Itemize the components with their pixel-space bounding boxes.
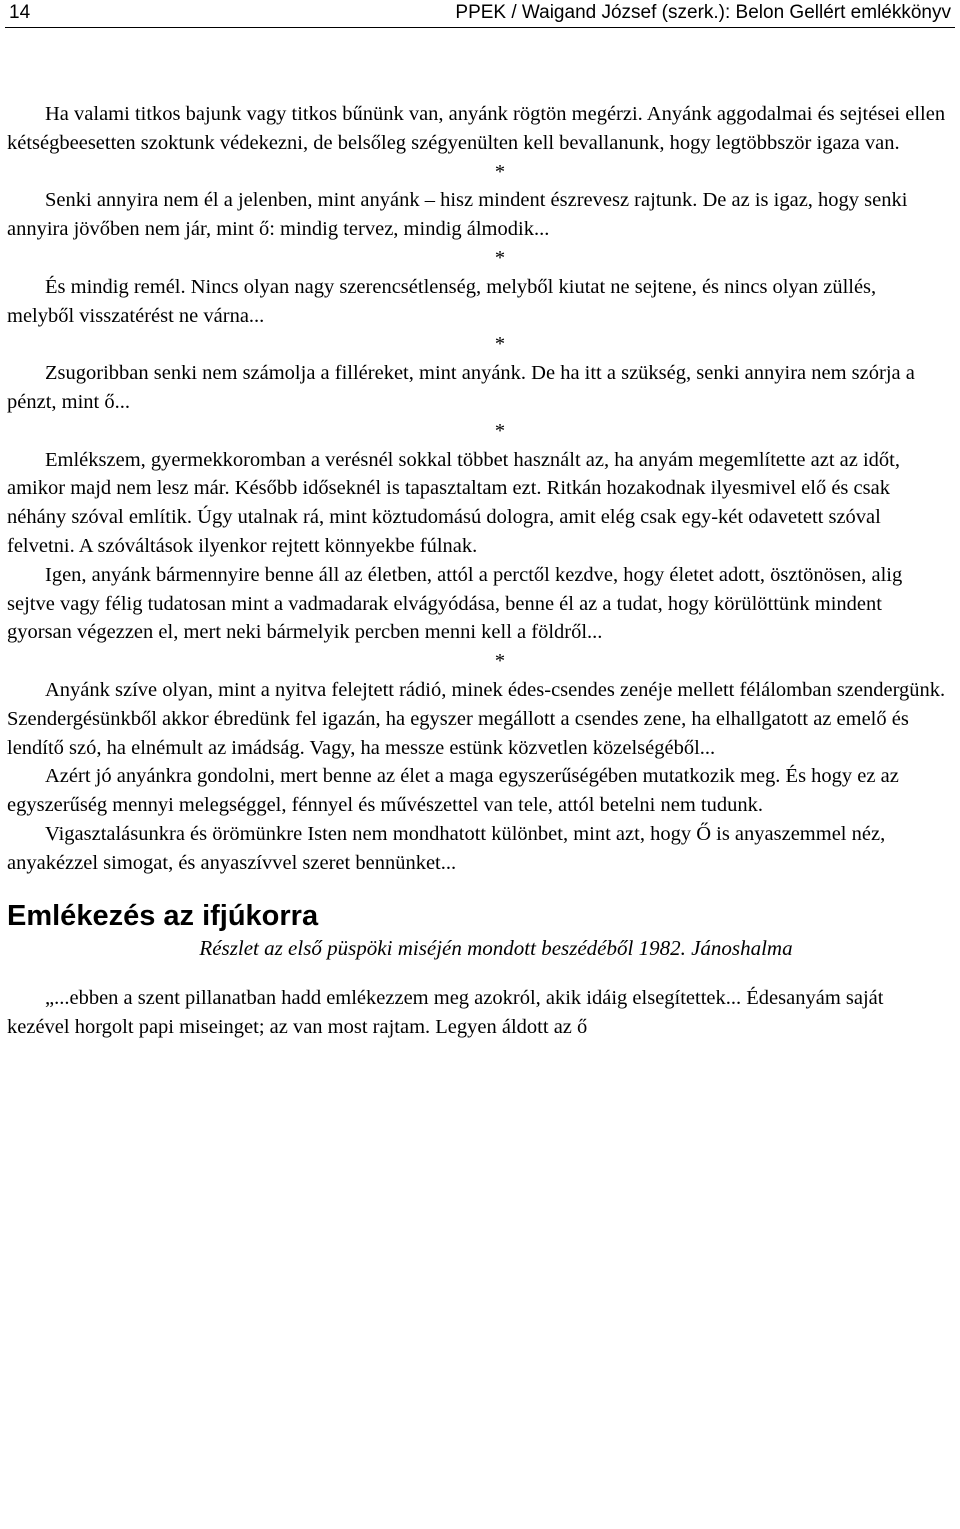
paragraph: Vigasztalásunkra és örömünkre Isten nem mondhatott különbet, mint azt, hogy Ő is anyaszemmel néz, anyakézzel simogat, és anyaszívvel szeret bennünket... xyxy=(7,822,886,874)
page-body xyxy=(7,100,947,1042)
section-separator: * xyxy=(494,246,506,269)
section-separator: * xyxy=(494,160,506,183)
page-number: 14 xyxy=(9,2,31,23)
section-heading: Emlékezés az ifjúkorra xyxy=(7,899,319,932)
paragraph: Igen, anyánk bármennyire benne áll az életben, attól a perctől kezdve, hogy életet adott, ösztönösen, alig sejtve vagy félig tudatosan mint a vadmadarak elvágyódása, benne él az a tudat, hogy körülöttünk mindent gyorsan végezzen el, mert neki bármelyik percben menni kell a földről... xyxy=(7,563,903,644)
section-separator: * xyxy=(494,419,506,442)
paragraph: És mindig remél. Nincs olyan nagy szerencsétlenség, melyből kiutat ne sejtene, és nincs olyan züllés, melyből visszatérést ne várna... xyxy=(7,275,877,327)
running-title: PPEK / Waigand József (szerk.): Belon Gellért emlékkönyv xyxy=(455,2,951,23)
page-header xyxy=(5,0,955,28)
paragraph: Ha valami titkos bajunk vagy titkos bűnünk van, anyánk rögtön megérzi. Anyánk aggodalmai és sejtései ellen kétségbeesetten szoktunk védekezni, de belsőleg szégyenülten kell bevallanunk, hogy legtöbbször igaza van. xyxy=(7,103,946,154)
quote-paragraph: „...ebben a szent pillanatban hadd emlékezzem meg azokról, akik idáig elsegítettek... Édesanyám saját kezével horgolt papi miseinget; az van most rajtam. Legyen áldott az ő xyxy=(7,987,884,1039)
paragraph: Senki annyira nem él a jelenben, mint anyánk – hisz mindent észrevesz rajtunk. De az is igaz, hogy senki annyira jövőben nem jár, mint ő: mindig tervez, mindig álmodik... xyxy=(7,189,908,241)
section-separator: * xyxy=(494,650,506,673)
paragraph: Azért jó anyánkra gondolni, mert benne az élet a maga egyszerűségében mutatkozik meg. És hogy ez az egyszerűség mennyi melegséggel, fénnyel és művészettel van tele, attól betelni nem tudunk. xyxy=(7,765,899,817)
section-separator: * xyxy=(494,333,506,356)
paragraph: Zsugoribban senki nem számolja a filléreket, mint anyánk. De ha itt a szükség, senki annyira nem szórja a pénzt, mint ő... xyxy=(7,362,915,413)
paragraph: Anyánk szíve olyan, mint a nyitva felejtett rádió, minek édes-csendes zenéje mellett félálomban szendergünk. Szendergésünkből akkor ébredünk fel igazán, ha egyszer megállott a csendes zene, ha elhallgatott az emelő és lendítő szó, ha elnémult az imádság. Vagy, ha messze estünk közvetlen közelségéből... xyxy=(7,678,946,759)
section-subtitle: Részlet az első püspöki miséjén mondott beszédéből 1982. Jánoshalma xyxy=(199,935,793,960)
paragraph: Emlékszem, gyermekkoromban a verésnél sokkal többet használt az, ha anyám megemlítette azt az időt, amikor majd nem lesz már. Később időseknél is tapasztaltam ezt. Ritkán hozakodnak ilyesmivel elő és csak néhány szóval említik. Úgy utalnak rá, mint köztudomású dologra, amit elég csak egy-két odavetett szóval felvetni. A szóváltások ilyenkor rejtett könnyekbe fúlnak. xyxy=(7,448,900,557)
